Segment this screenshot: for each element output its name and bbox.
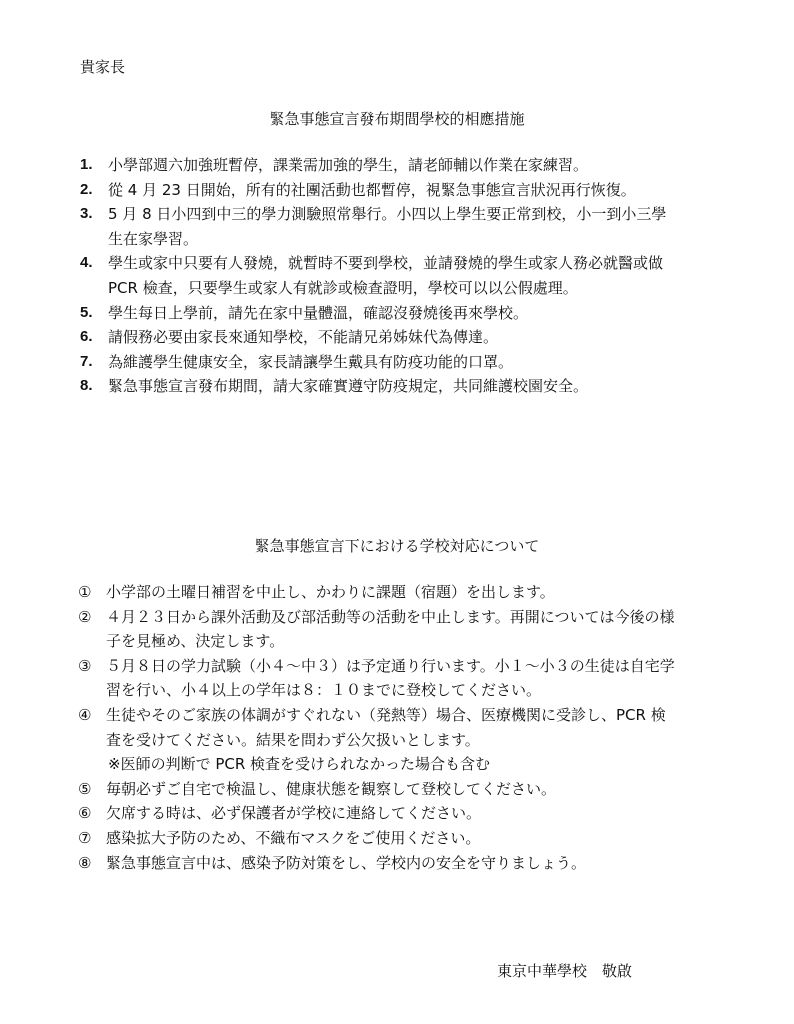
list-item [78, 605, 678, 654]
list-item [80, 374, 680, 399]
list-item [80, 178, 680, 203]
list-item [78, 851, 678, 876]
list-item [78, 801, 678, 826]
item-note: ※医師の判断で PCR 検査を受けられなかった場合も含む [108, 755, 491, 774]
item-text: 從 4 月 23 日開始，所有的社團活動也都暫停，視緊急事態宣言狀況再行恢復。 [108, 180, 636, 199]
list-item [80, 251, 680, 300]
item-text: 緊急事態宣言中は、感染予防対策をし、学校内の安全を守りましょう。 [106, 853, 587, 872]
item-number: 8. [80, 377, 93, 395]
item-number: ③ [78, 656, 92, 675]
japanese-notice-title: 緊急事態宣言下における学校対応について [254, 537, 540, 555]
item-text: 為維護學生健康安全，家長請讓學生戴具有防疫功能的口罩。 [108, 352, 514, 371]
list-item [78, 826, 678, 851]
item-text: 請假務必要由家長來通知學校，不能請兄弟姊妹代為傳達。 [108, 328, 499, 347]
item-number: 7. [80, 352, 93, 370]
list-item [80, 153, 680, 178]
item-number: ① [78, 583, 92, 601]
greeting: 貴家長 [80, 58, 126, 76]
item-number: 3. [80, 205, 93, 223]
list-item [80, 301, 680, 326]
item-text: ４月２３日から課外活動及び部活動等の活動を中止します。再開については今後の様子を見極め、決定します。 [106, 607, 675, 651]
list-item [80, 202, 680, 251]
list-item [78, 654, 678, 703]
item-text: 小學部週六加強班暫停，課業需加強的學生，請老師輔以作業在家練習。 [108, 156, 589, 174]
item-text: 學生或家中只要有人發燒，就暫時不要到學校，並請發燒的學生或家人務必就醫或做 PCR 檢查，只要學生或家人有就診或檢查證明，學校可以以公假處理。 [108, 254, 664, 297]
signature: 東京中華學校 敬啟 [497, 962, 633, 980]
list-item [80, 350, 680, 375]
japanese-measures-list [78, 580, 678, 875]
list-item [80, 325, 680, 350]
item-number: 2. [80, 180, 93, 198]
item-text: 生徒やそのご家族の体調がすぐれない（発熱等）場合、医療機関に受診し、PCR 検査を受けてください。結果を問わず公欠扱いとします。 [106, 705, 666, 749]
item-text: 小学部の土曜日補習を中止し、かわりに課題（宿題）を出します。 [106, 583, 555, 601]
item-number: ④ [78, 705, 92, 724]
item-text: 毎朝必ずご自宅で検温し、健康状態を観察して登校してください。 [106, 779, 557, 798]
item-number: ⑤ [78, 779, 92, 798]
item-number: 5. [80, 303, 93, 321]
list-item [78, 580, 678, 605]
item-number: ⑦ [78, 828, 92, 847]
item-text: 緊急事態宣言發布期間，請大家確實遵守防疫規定，共同維護校園安全。 [108, 377, 589, 396]
item-number: ⑧ [78, 853, 92, 872]
item-number: 1. [80, 156, 93, 173]
item-number: ⑥ [78, 804, 92, 823]
item-number: ② [78, 607, 92, 626]
chinese-notice-title: 緊急事態宣言發布期間學校的相應措施 [269, 110, 525, 128]
item-text: 欠席する時は、必ず保護者が学校に連絡してください。 [106, 804, 482, 823]
list-item [78, 777, 678, 802]
item-number: 4. [80, 254, 93, 272]
item-number: 6. [80, 328, 93, 346]
chinese-measures-list [80, 153, 680, 399]
item-text: 學生每日上學前，請先在家中量體溫，確認沒發燒後再來學校。 [108, 303, 529, 322]
item-text: 感染拡大予防のため、不織布マスクをご使用ください。 [106, 828, 481, 847]
item-text: ５月８日の学力試験（小４～中３）は予定通り行います。小１～小３の生徒は自宅学習を行い、小４以上の学年は８：１０までに登校してください。 [106, 656, 675, 700]
item-text: 5 月 8 日小四到中三的學力測驗照常舉行。小四以上學生要正常到校，小一到小三學生在家學習。 [108, 205, 667, 248]
list-item [78, 703, 678, 777]
